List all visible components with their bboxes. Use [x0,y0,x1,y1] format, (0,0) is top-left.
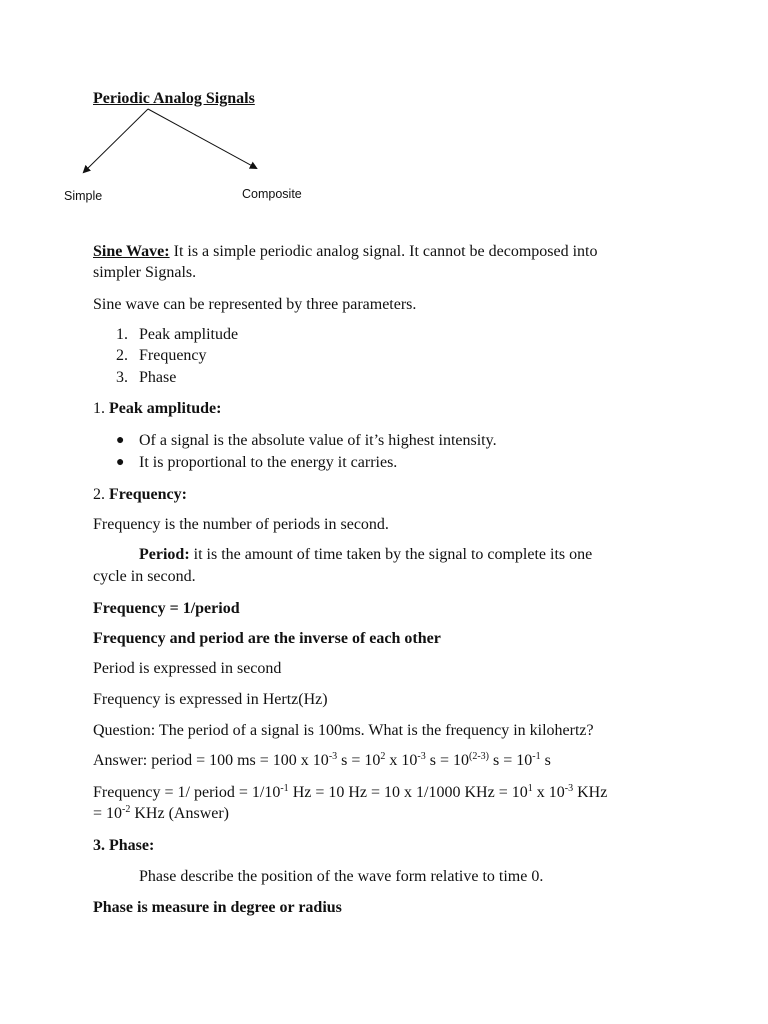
params-intro: Sine wave can be represented by three parameters. [93,296,417,313]
frequency-heading [93,484,187,505]
period-label: Period: [139,546,190,563]
sine-wave-text-2: simpler Signals. [93,264,197,281]
diagram-label-simple: Simple [64,189,103,203]
phase-description: Phase describe the position of the wave form relative to time 0. [139,868,544,885]
frequency-definition: Frequency is the number of periods in second. [93,516,389,533]
param-number: 1. [116,326,128,343]
period-unit: Period is expressed in second [93,660,282,677]
classification-diagram [60,100,280,180]
arrow-left [84,109,148,172]
arrow-right [148,109,256,168]
period-definition-2: cycle in second. [93,568,196,585]
section-number: 1. [93,400,109,417]
inverse-statement: Frequency and period are the inverse of each other [93,630,441,647]
section-heading: Frequency: [109,486,187,503]
bullet-icon: ● [116,455,125,470]
period-definition-1 [139,544,592,565]
param-number: 2. [116,347,128,364]
sine-wave-text-1: It is a simple periodic analog signal. It cannot be decomposed into [169,243,598,260]
phase-unit: Phase is measure in degree or radius [93,899,342,916]
peak-amplitude-heading [93,398,221,419]
bullet-item: Of a signal is the absolute value of it’s highest intensity. [139,432,497,449]
section-number: 2. [93,486,109,503]
sine-wave-paragraph [93,241,693,283]
answer-line: Answer: period = 100 ms = 100 x $10^{-3}$ $s = 10^2$ x $10^{-3}$ $s = 10^{(2-3)}$ $s = 10^{-1}$ s [93,751,551,769]
period-text: it is the amount of time taken by the signal to complete its one [189,546,593,563]
param-item: Peak amplitude [139,326,239,343]
frequency-calculation-2: = $10^{-2}$ KHz (Answer) [93,804,230,822]
bullet-item: It is proportional to the energy it carries. [139,454,398,471]
sine-wave-label: Sine Wave: [93,243,170,260]
bullet-icon: ● [116,433,125,448]
page-title: Periodic Analog Signals [93,90,255,107]
param-number: 3. [116,369,128,386]
question: Question: The period of a signal is 100ms. What is the frequency in kilohertz? [93,722,594,739]
frequency-formula: Frequency = 1/period [93,600,240,617]
frequency-calculation-1: Frequency = 1/ period = $1/10^{-1}$ Hz = 10 Hz = 10 x 1/1000 KHz = $10^1$ x $10^{-3}$ KHz [93,783,608,801]
param-item: Phase [139,369,177,386]
diagram-label-composite: Composite [242,187,302,201]
frequency-unit: Frequency is expressed in Hertz(Hz) [93,691,328,708]
param-item: Frequency [139,347,207,364]
section-heading: Peak amplitude: [109,400,222,417]
phase-heading: 3. Phase: [93,837,155,854]
